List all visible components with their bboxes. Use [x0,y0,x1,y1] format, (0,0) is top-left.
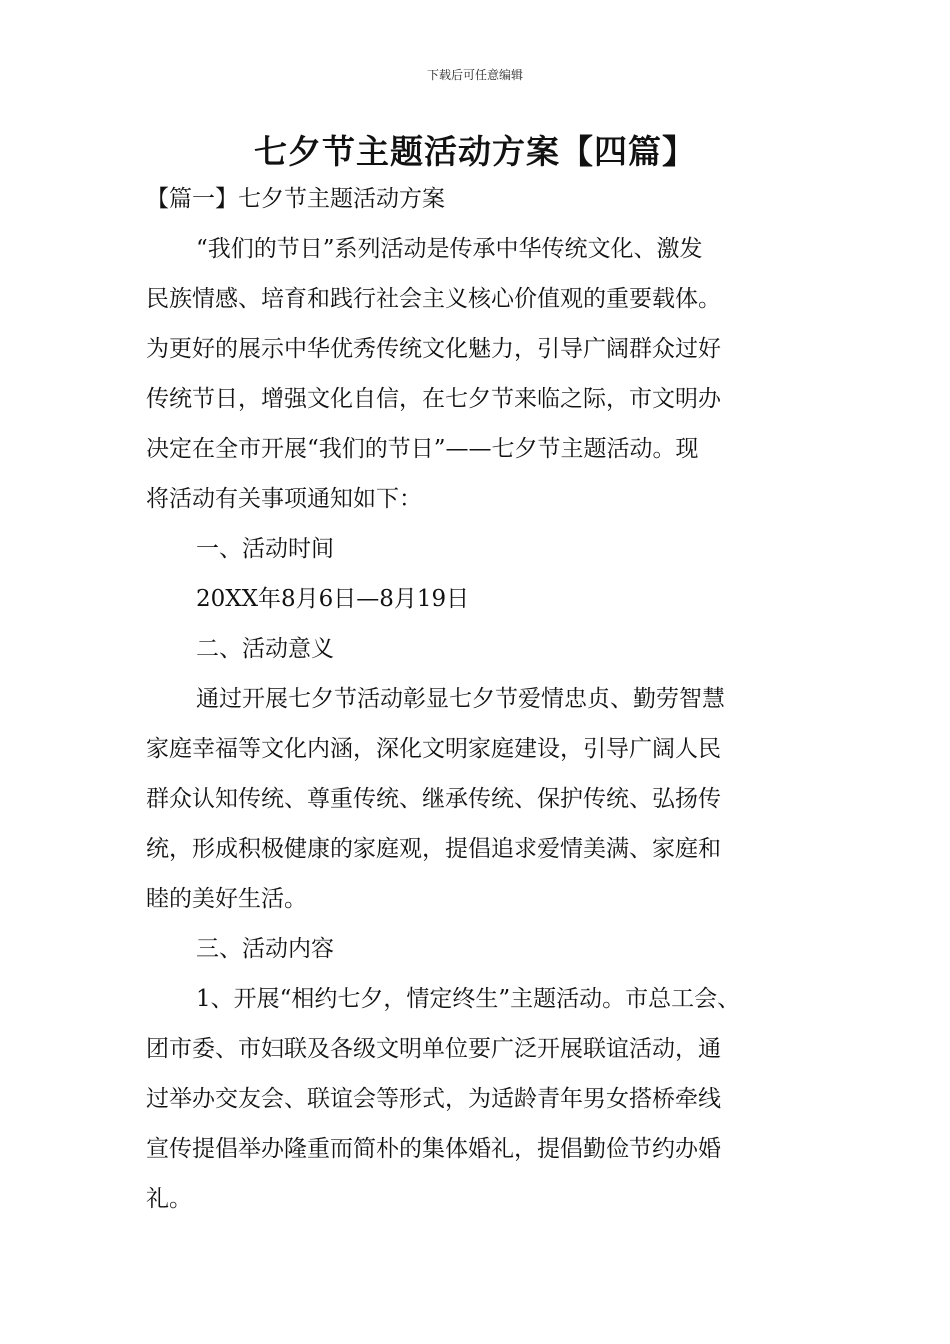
text-line: 20XX年8月6日—8月19日 [196,586,470,612]
document-body [146,174,816,1224]
text-line: 群众认知传统、尊重传统、继承传统、保护传统、弘扬传 [146,786,721,812]
text-line: 家庭幸福等文化内涵，深化文明家庭建设，引导广阔人民 [146,736,721,762]
text-line: 决定在全市开展“我们的节日”——七夕节主题活动。现 [146,436,699,462]
text-line: 传统节日，增强文化自信，在七夕节来临之际，市文明办 [146,386,721,412]
text-line: 【篇一】七夕节主题活动方案 [146,186,445,212]
header-note: 下载后可任意编辑 [426,68,523,82]
text-line: 一、活动时间 [196,536,334,562]
text-line: 将活动有关事项通知如下： [146,486,422,512]
text-line: 宣传提倡举办隆重而简朴的集体婚礼，提倡勤俭节约办婚 [146,1136,721,1162]
text-line: 统，形成积极健康的家庭观，提倡追求爱情美满、家庭和 [146,836,721,862]
text-line: 礼。 [146,1186,192,1212]
text-line: 三、活动内容 [196,936,334,962]
text-line: 过举办交友会、联谊会等形式，为适龄青年男女搭桥牵线 [146,1086,721,1112]
text-line: 通过开展七夕节活动彰显七夕节爱情忠贞、勤劳智慧 [196,686,725,712]
text-line: 团市委、市妇联及各级文明单位要广泛开展联谊活动，通 [146,1036,721,1062]
text-line: 民族情感、培育和践行社会主义核心价值观的重要载体。 [146,286,721,312]
document-title: 七夕节主题活动方案【四篇】 [254,132,696,171]
text-line: 1、开展“相约七夕，情定终生”主题活动。市总工会、 [196,986,741,1012]
text-line: 二、活动意义 [196,636,334,662]
text-line: “我们的节日”系列活动是传承中华传统文化、激发 [196,236,703,262]
text-line: 睦的美好生活。 [146,886,307,912]
text-line: 为更好的展示中华优秀传统文化魅力，引导广阔群众过好 [146,336,721,362]
